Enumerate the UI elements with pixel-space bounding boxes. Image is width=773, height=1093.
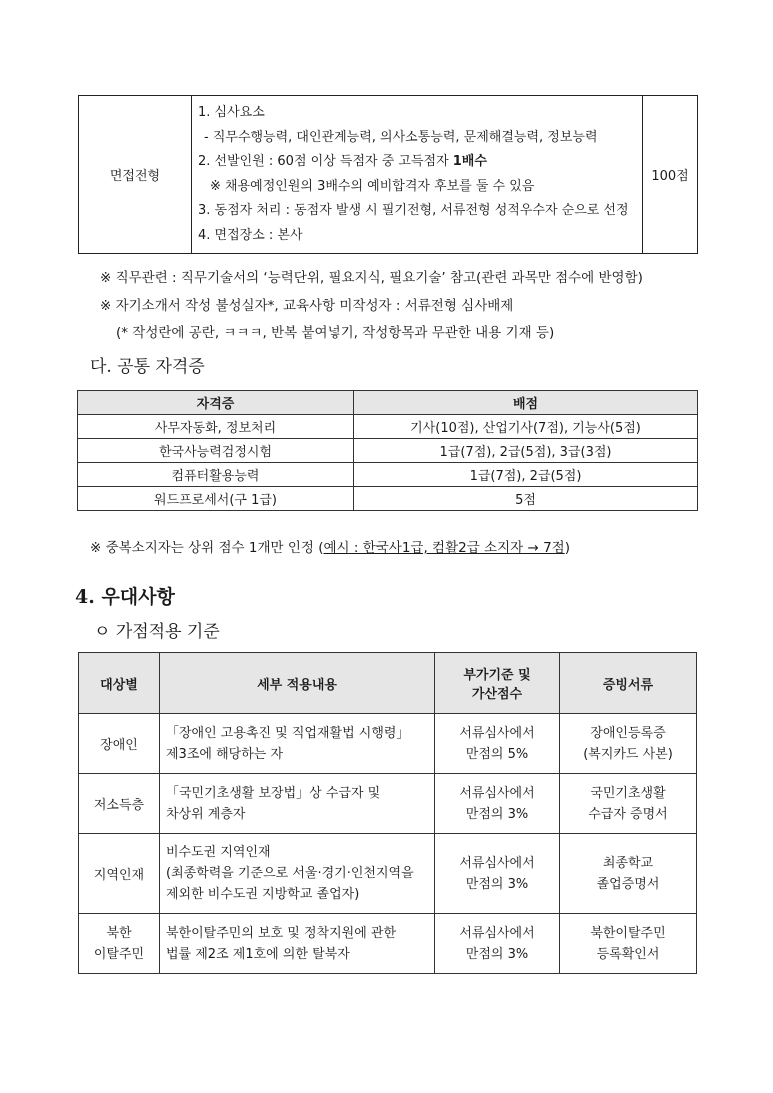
cert-points: 1급(7점), 2급(5점), 3급(3점) — [354, 439, 698, 463]
interview-line: - 직무수행능력, 대인관계능력, 의사소통능력, 문제해결능력, 정보능력 — [204, 129, 598, 145]
cert-note-close: ) — [564, 540, 570, 556]
pref-header: 대상별 — [79, 653, 160, 714]
cert-points: 5점 — [354, 487, 698, 511]
table-row — [79, 774, 697, 834]
interview-line-text: 2. 선발인원 : 60점 이상 득점자 중 고득점자 — [198, 154, 453, 169]
interview-line-bold: 1배수 — [452, 154, 487, 169]
interview-label: 면접전형 — [79, 96, 192, 254]
interview-line: 1. 심사요소 — [198, 105, 265, 120]
pref-detail: 북한이탈주민의 보호 및 정착지원에 관한 법률 제2조 제1호에 의한 탈북자 — [160, 914, 435, 974]
cert-header: 배점 — [354, 391, 698, 415]
pref-docs: 장애인등록증 (복지카드 사본) — [560, 714, 697, 774]
pref-points: 서류심사에서 만점의 5% — [435, 714, 560, 774]
pref-target: 지역인재 — [79, 834, 160, 914]
interview-line — [198, 150, 636, 175]
cert-points: 1급(7점), 2급(5점) — [354, 463, 698, 487]
cert-table — [77, 390, 698, 511]
pref-detail: 「장애인 고용촉진 및 직업재활법 시행령」 제3조에 해당하는 자 — [160, 714, 435, 774]
pref-docs: 최종학교 졸업증명서 — [560, 834, 697, 914]
interview-score: 100점 — [643, 96, 698, 254]
cert-name: 사무자동화, 정보처리 — [78, 415, 354, 439]
pref-docs: 북한이탈주민 등록확인서 — [560, 914, 697, 974]
pref-header: 세부 적용내용 — [160, 653, 435, 714]
pref-detail: 「국민기초생활 보장법」상 수급자 및 차상위 계층자 — [160, 774, 435, 834]
pref-table — [78, 652, 697, 974]
pref-points: 서류심사에서 만점의 3% — [435, 774, 560, 834]
cert-name: 워드프로세서(구 1급) — [78, 487, 354, 511]
table-row — [78, 415, 698, 439]
pref-points: 서류심사에서 만점의 3% — [435, 914, 560, 974]
cert-note-example: 예시 : 한국사1급, 컴활2급 소지자 → 7점 — [323, 540, 565, 556]
interview-line: ※ 채용예정인원의 3배수의 예비합격자 후보를 둘 수 있음 — [210, 178, 535, 194]
note-essay-detail: (* 작성란에 공란, ㅋㅋㅋ, 반복 붙여넣기, 작성항목과 무관한 내용 기재 등) — [116, 325, 555, 341]
interview-line: 3. 동점자 처리 : 동점자 발생 시 필기전형, 서류전형 성적우수자 순으로 선정 — [198, 203, 629, 218]
interview-table — [78, 95, 698, 254]
cert-note — [90, 536, 570, 556]
pref-detail: 비수도권 지역인재 (최종학력을 기준으로 서울·경기·인천지역을 제외한 비수도권 지방학교 졸업자) — [160, 834, 435, 914]
pref-header: 부가기준 및 가산점수 — [435, 653, 560, 714]
cert-name: 컴퓨터활용능력 — [78, 463, 354, 487]
cert-note-text: ※ 중복소지자는 상위 점수 1개만 인정 ( — [90, 540, 324, 556]
pref-target: 저소득층 — [79, 774, 160, 834]
table-row — [78, 487, 698, 511]
table-row — [79, 714, 697, 774]
pref-header: 증빙서류 — [560, 653, 697, 714]
pref-target: 북한 이탈주민 — [79, 914, 160, 974]
note-job: ※ 직무관련 : 직무기술서의 ‘능력단위, 필요지식, 필요기술’ 참고(관련 과목만 점수에 반영함) — [100, 270, 643, 286]
interview-line: 4. 면접장소 : 본사 — [198, 227, 303, 243]
cert-name: 한국사능력검정시험 — [78, 439, 354, 463]
table-row — [79, 914, 697, 974]
pref-target: 장애인 — [79, 714, 160, 774]
note-essay: ※ 자기소개서 작성 불성실자*, 교육사항 미작성자 : 서류전형 심사배제 — [100, 298, 514, 314]
pref-subtitle: ㅇ 가점적용 기준 — [94, 622, 220, 642]
interview-content — [192, 96, 643, 254]
table-row — [78, 463, 698, 487]
cert-section-title: 다. 공통 자격증 — [90, 357, 205, 377]
cert-points: 기사(10점), 산업기사(7점), 기능사(5점) — [354, 415, 698, 439]
pref-docs: 국민기초생활 수급자 증명서 — [560, 774, 697, 834]
table-row — [79, 834, 697, 914]
pref-points: 서류심사에서 만점의 3% — [435, 834, 560, 914]
cert-header: 자격증 — [78, 391, 354, 415]
table-row — [78, 439, 698, 463]
pref-section-title: 4. 우대사항 — [75, 586, 175, 608]
